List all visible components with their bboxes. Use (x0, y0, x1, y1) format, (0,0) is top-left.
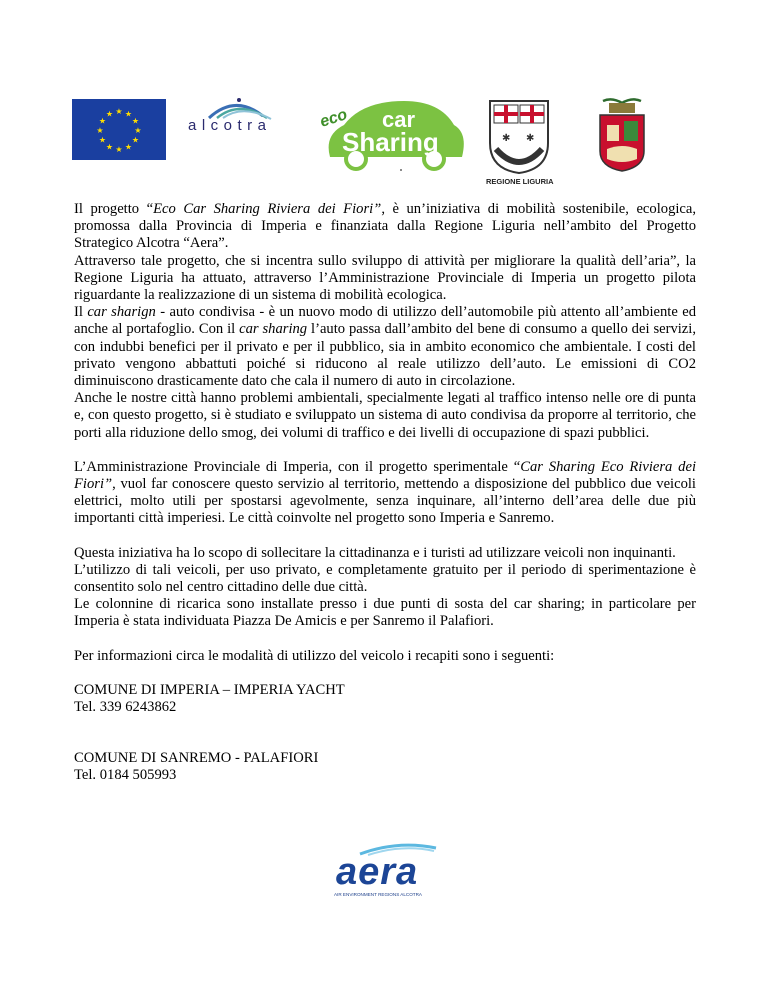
eu-star-icon: ★ (96, 126, 104, 135)
eu-star-icon: ★ (98, 116, 107, 126)
document-body (74, 201, 696, 785)
svg-text:✱: ✱ (502, 133, 511, 144)
eco-car-sharing-logo (316, 95, 474, 173)
provincia-imperia-crest (597, 97, 647, 173)
aera-subtitle: AIR ENVIRONMENT REGIONS ALCOTRA (334, 892, 422, 897)
paragraph-charging: Le colonnine di ricarica sono installate presso i due punti di sosta del car sharing; in particolare per Imperia è stata individuata Piazza De Amicis e per Sanremo il Palafiori. (74, 596, 696, 630)
eu-star-icon: ★ (105, 142, 114, 152)
paragraph-car-sharing: Il car sharign - auto condivisa - è un nuovo modo di utilizzo dell’automobile più attento all’ambiente ed anche al portafoglio. Con il car sharing l’auto passa dall’ambito del bene di consumo a quello dei servizi, con indubbi benefici per il privato e per il pubblico, sia in ambito economico che ambientale. I costi del privato vengono abbattuti poiché si riducono al reale utilizzo dell’auto. Le emissioni di CO2 diminuiscono drasticamente dato che cala il numero di auto in circolazione. (74, 304, 697, 390)
svg-text:✱: ✱ (526, 133, 535, 144)
paragraph-info: Per informazioni circa le modalità di utilizzo del veicolo i recapiti sono i seguenti: (74, 647, 555, 664)
eu-star-icon: ★ (115, 107, 123, 116)
contact-sanremo-name: COMUNE DI SANREMO - PALAFIORI (74, 750, 319, 767)
paragraph-cities: Anche le nostre città hanno problemi ambientali, specialmente legati al traffico intenso nelle ore di punta e, con questo progetto, si è studiato e sviluppato un sistema di auto condivisa da proporre al territorio, che porti alla riduzione dello smog, dei volumi di traffico e dei livelli di occupazione di spazi pubblici. (74, 390, 696, 441)
regione-liguria-label: REGIONE LIGURIA (486, 177, 554, 186)
paragraph-project: Attraverso tale progetto, che si incentra sullo sviluppo di attività per migliorare la qualità dell’aria”, la Regione Liguria ha attuato, attraverso l’Amministrazione Provinciale di Imperia un progetto pilota riguardante la realizzazione di un sistema di mobilità ecologica. (74, 252, 696, 304)
eco-text: eco (317, 106, 350, 131)
eu-star-icon: ★ (124, 109, 133, 119)
logo-header (0, 0, 768, 200)
car-text: car (382, 107, 416, 132)
eu-star-icon: ★ (98, 135, 107, 145)
eu-star-icon: ★ (131, 116, 140, 126)
regione-liguria-crest (486, 99, 552, 175)
paragraph-amministrazione: L’Amministrazione Provinciale di Imperia, con il progetto sperimentale “Car Sharing Eco Riviera dei Fiori”, vuol far conoscere questo servizio al territorio, mettendo a disposizione del pubblico due veicoli elettrici, molto utili per spostarsi agevolmente, senza inquinare, all’interno dell’area delle due più importanti città imperiesi. Le città coinvolte nel progetto sono Imperia e Sanremo. (74, 458, 696, 527)
eu-star-icon: ★ (134, 126, 142, 135)
alcotra-wordmark: alcotra (188, 117, 272, 134)
contact-imperia-name: COMUNE DI IMPERIA – IMPERIA YACHT (74, 681, 345, 698)
contact-imperia-tel: Tel. 339 6243862 (74, 699, 177, 716)
eu-flag-logo (72, 99, 166, 160)
eu-star-icon: ★ (105, 109, 114, 119)
eu-star-icon: ★ (131, 135, 140, 145)
eu-star-icon: ★ (124, 142, 133, 152)
dot (399, 168, 403, 172)
sharing-text: Sharing (342, 127, 439, 157)
eu-star-icon: ★ (115, 145, 123, 154)
contact-sanremo-tel: Tel. 0184 505993 (74, 767, 177, 784)
paragraph-intro: Il progetto “Eco Car Sharing Riviera dei Fiori”, è un’iniziativa di mobilità sostenibile, ecologica, promossa dalla Provincia di Imperia e finanziata dalla Regione Liguria nell’ambito del Progetto Strategico Alcotra “Aera”. (74, 201, 697, 252)
paragraph-usage: L’utilizzo di tali veicoli, per uso privato, e completamente gratuito per il periodo di sperimentazione è consentito solo nel centro cittadino delle due città. (74, 561, 696, 596)
paragraph-initiative: Questa iniziativa ha lo scopo di sollecitare la cittadinanza e i turisti ad utilizzare veicoli non inquinanti. (74, 544, 676, 561)
aera-wordmark: aera (336, 851, 419, 893)
